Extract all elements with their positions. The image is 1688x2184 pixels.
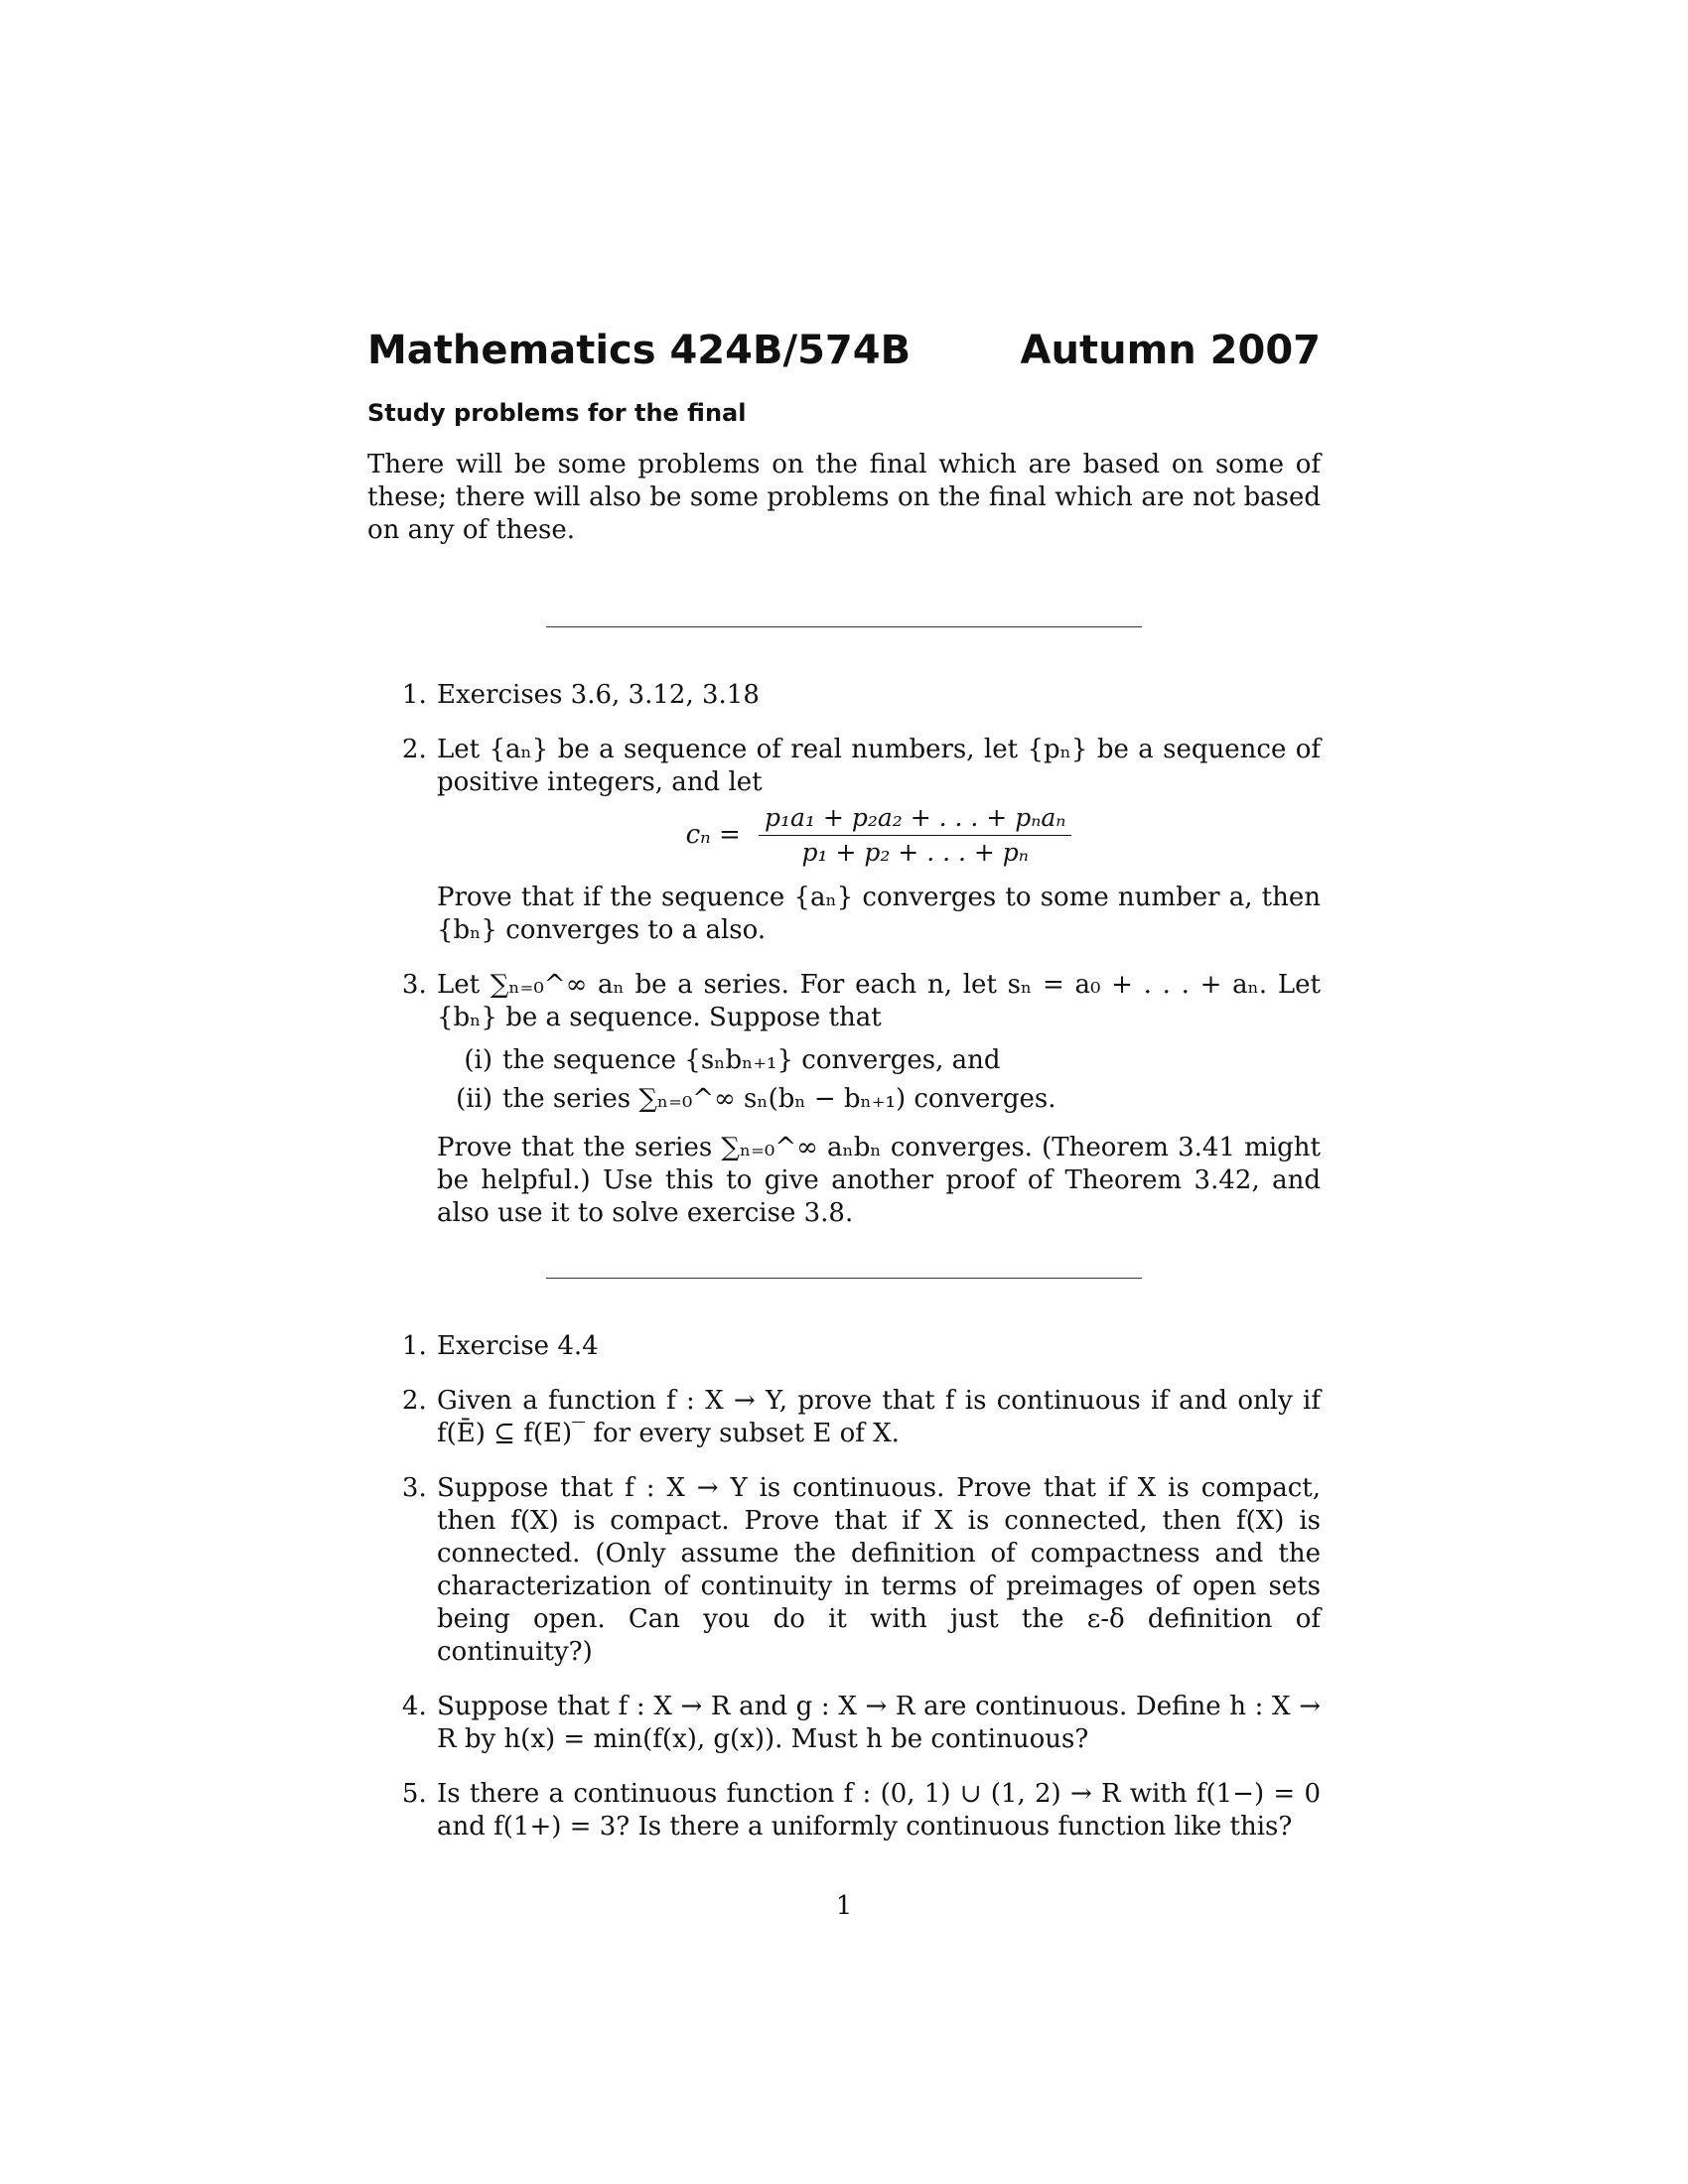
fraction-numerator: p₁a₁ + p₂a₂ + . . . + pₙaₙ	[759, 803, 1071, 836]
document-header	[367, 328, 1321, 373]
condition-label: (ii)	[456, 1084, 492, 1114]
section-divider	[546, 1278, 1142, 1279]
section-divider	[546, 626, 1142, 627]
equation-lhs: cₙ =	[685, 820, 741, 850]
problem-list-section-1	[367, 679, 1321, 1230]
problem-text: Prove that if the sequence {aₙ} converges to some number a, then {bₙ} converges to a also.	[437, 883, 1321, 945]
course-title: Mathematics 424B/574B	[367, 328, 912, 373]
condition-label: (i)	[464, 1045, 492, 1075]
problem-item	[435, 734, 1321, 947]
fraction-denominator: p₁ + p₂ + . . . + pₙ	[801, 838, 1029, 867]
condition-text: the sequence {sₙbₙ₊₁} converges, and	[502, 1045, 1001, 1075]
problem-item	[435, 679, 1321, 712]
problem-item	[435, 1472, 1321, 1669]
problem-text: Let ∑ₙ₌₀^∞ aₙ be a series. For each n, let sₙ = a₀ + . . . + aₙ. Let {bₙ} be a sequence. Suppose that	[437, 970, 1321, 1032]
document-page	[367, 328, 1321, 1865]
problem-text: Given a function f : X → Y, prove that f is continuous if and only if f(Ē) ⊆ f(E)‾ for every subset E of X.	[437, 1386, 1321, 1448]
document-subtitle: Study problems for the final	[367, 399, 747, 427]
condition-item	[447, 1083, 1321, 1116]
problem-text: Exercise 4.4	[437, 1331, 599, 1361]
problem-item	[435, 1778, 1321, 1843]
problem-item	[435, 969, 1321, 1230]
problem-text: Exercises 3.6, 3.12, 3.18	[437, 680, 760, 710]
problem-text: Suppose that f : X → R and g : X → R are continuous. Define h : X → R by h(x) = min(f(x), g(x)). Must h be continuous?	[437, 1692, 1321, 1754]
page-number: 1	[835, 1891, 853, 1921]
problem-list-section-2	[367, 1330, 1321, 1843]
condition-item	[447, 1044, 1321, 1077]
term-label: Autumn 2007	[1020, 328, 1321, 373]
problem-text: Let {aₙ} be a sequence of real numbers, let {pₙ} be a sequence of positive integers, and let	[437, 735, 1321, 797]
condition-list	[437, 1044, 1321, 1116]
problem-item	[435, 1385, 1321, 1450]
problem-item	[435, 1691, 1321, 1756]
problem-text: Is there a continuous function f : (0, 1) ∪ (1, 2) → R with f(1−) = 0 and f(1+) = 3? Is there a uniformly continuous function like this?	[437, 1779, 1321, 1842]
intro-paragraph: There will be some problems on the final which are based on some of these; there will also be some problems on the final which are not based on any of these.	[367, 450, 1321, 545]
fraction	[759, 803, 1071, 868]
problem-text: Suppose that f : X → Y is continuous. Prove that if X is compact, then f(X) is compact. Prove that if X is connected, then f(X) is connected. (Only assume the definition of compactness and the characterization of continuity in terms of preimages of open sets being open. Can you do it with just the ε-δ definition of continuity?)	[437, 1473, 1321, 1667]
problem-item	[435, 1330, 1321, 1363]
condition-text: the series ∑ₙ₌₀^∞ sₙ(bₙ − bₙ₊₁) converges.	[502, 1084, 1056, 1114]
display-equation	[437, 803, 1321, 868]
problem-text: Prove that the series ∑ₙ₌₀^∞ aₙbₙ converges. (Theorem 3.41 might be helpful.) Use this to give another proof of Theorem 3.42, and also use it to solve exercise 3.8.	[437, 1133, 1321, 1228]
